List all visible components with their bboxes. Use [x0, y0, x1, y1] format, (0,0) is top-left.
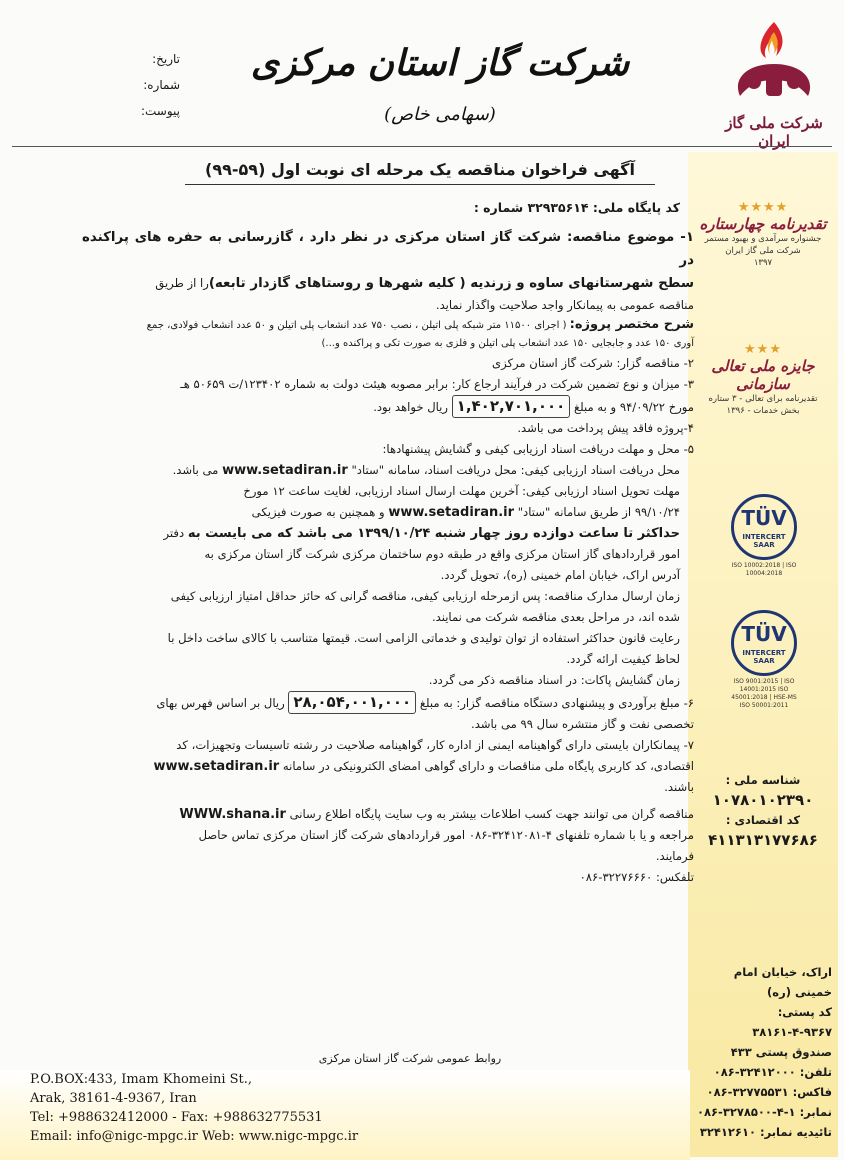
section-5d-line-1: رعایت قانون حداکثر استفاده از توان تولیدی و خدماتی الزامی است. قیمتها متناسب با کالای ساخت داخل با — [167, 631, 680, 645]
stars-icon: ★★★ — [744, 342, 782, 357]
tuv-logo-icon: TÜV INTERCERT SAAR — [731, 610, 797, 676]
section-5: ۵- محل و مهلت دریافت اسناد ارزیابی کیفی و گشایش پیشنهادها: — [382, 442, 694, 456]
iso-standards: ISO 9001:2015 | ISO 14001:2015 ISO 45001:2018 | HSE-MS ISO 50001:2011 — [731, 678, 797, 709]
section-5b-line-1: مهلت تحویل اسناد ارزیابی کیفی: آخرین مهلت ارسال اسناد ارزیابی، لغایت ساعت ۱۲ مورخ — [243, 484, 680, 498]
scope-label: شرح مختصر پروژه: — [569, 317, 694, 332]
nigc-logo — [718, 18, 830, 150]
section-6-line-2: تخصصی نفت و گاز منتشره سال ۹۹ می باشد. — [471, 717, 694, 731]
meta-number: شماره: — [143, 78, 180, 92]
badge-four-star — [696, 200, 830, 269]
badge-title: جایزه ملی تعالی سازمانی — [711, 357, 815, 393]
scope-line-1: شرح مختصر پروژه: ( اجرای ۱۱۵۰۰ متر شبکه پلی اتیلن ، نصب ۷۵۰ عدد انشعاب پلی اتیلن و ۵۰ عدد انشعاب فولادی، جمع — [146, 317, 694, 332]
letter-meta — [80, 46, 180, 124]
fax-line: تلفکس: ۳۲۲۷۶۶۶۰-۰۸۶ — [579, 870, 694, 884]
meta-date: تاریخ: — [152, 52, 180, 66]
section-5b-line-3: حداکثر تا ساعت دوازده روز چهار شنبه ۱۳۹۹/۱۰/۲۴ می باشد که می بایست به دفتر — [163, 526, 680, 541]
info-line-2: مراجعه و یا با شماره تلفنهای ۴-۳۲۴۱۲۰۸۱-۰۸۶ امور قراردادهای شرکت گاز استان مرکزی تماس حاصل — [198, 828, 694, 842]
economic-code: ۴۱۱۳۱۳۱۷۷۶۸۶ — [708, 831, 818, 849]
setad-link[interactable]: www.setadiran.ir — [153, 759, 280, 774]
company-type: (سهامی خاص) — [384, 104, 496, 125]
tuv-logo-icon: TÜV INTERCERT SAAR — [731, 494, 797, 560]
section-1-line-2: سطح شهرستانهای ساوه و زرندیه ( کلیه شهرها و روستاهای گازدار تابعه)را از طریق — [155, 276, 694, 291]
scope-line-2: آوری ۱۵۰ عدد و جابجایی ۱۵۰ عدد انشعاب پلی اتیلن و فلزی به صورت تکی و پراکنده و...) — [321, 338, 694, 349]
badge-year: ۱۳۹۷ — [753, 258, 773, 268]
footer-line-4: Email: info@nigc-mpgc.ir Web: www.nigc-mpgc.ir — [30, 1129, 359, 1144]
section-3-line-1: ۳- میزان و نوع تضمین شرکت در فرآیند ارجاع کار: برابر مصوبه هیئت دولت به شماره ۱۲۳۴۰۲/ت ۵۰۶۵۹ هـ — [180, 377, 694, 391]
address: اراک، خیابان امام خمینی (ره) — [733, 965, 832, 999]
section-6-line-1: ۶- مبلغ برآوردی و پیشنهادی دستگاه مناقصه گزار: به مبلغ ۲۸,۰۵۴,۰۰۱,۰۰۰ ریال بر اساس فهرس بهای — [82, 691, 694, 714]
section-7-line-1: ۷- پیمانکاران بایستی دارای گواهینامه ایمنی از اداره کار، گواهینامه صلاحیت در رشته تاسیسات وتجهیزات، کد — [176, 738, 694, 752]
fax: فاکس: ۳۲۷۷۵۵۳۱-۰۸۶ — [706, 1085, 832, 1099]
header-divider — [12, 146, 832, 147]
info-line-3: فرمایند. — [655, 849, 694, 863]
stars-icon: ★★★★ — [737, 200, 789, 215]
section-5b-line-5: آدرس اراک، خیابان امام خمینی (ره)، تحویل گردد. — [440, 568, 680, 582]
footer-line-1: P.O.BOX:433, Imam Khomeini St., — [30, 1072, 253, 1087]
section-5e: زمان گشایش پاکات: در اسناد مناقصه ذکر می گردد. — [428, 673, 680, 687]
section-5b-line-2: ۹۹/۱۰/۲۴ از طریق سامانه "ستاد" www.setadiran.ir و همچنین به صورت فیزیکی — [251, 505, 680, 520]
guarantee-amount: ۱,۴۰۲,۷۰۱,۰۰۰ — [452, 395, 571, 418]
badge-line: تقدیرنامه برای تعالی - ۳ ستاره — [708, 394, 818, 404]
national-id-label: شناسه ملی : — [725, 773, 801, 787]
footer-line-3: Tel: +988632412000 - Fax: +988632775531 — [30, 1110, 323, 1125]
namabar-confirm: تائیدیه نمابر: ۳۲۴۱۲۶۱۰ — [699, 1125, 832, 1139]
letterhead — [0, 0, 844, 148]
badge-excellence — [696, 342, 830, 417]
section-7-line-2: اقتصادی، کد کاربری پایگاه ملی مناقصات و دارای گواهی امضای الکترونیکی در سامانه www.setadiran.ir — [153, 759, 694, 774]
meta-attachment: پیوست: — [140, 104, 180, 118]
badge-line: جشنواره سرآمدی و بهبود مستمر شرکت ملی گاز ایران — [704, 234, 822, 256]
contact-block — [694, 962, 832, 1142]
flame-logo-icon — [726, 18, 822, 108]
section-5c-line-2: شده اند، در مراحل بعدی مناقصه شرکت می نمایند. — [431, 610, 680, 624]
section-5b-line-4: امور قراردادهای گاز استان مرکزی واقع در طبقه دوم ساختمان مرکزی شرکت گاز استان مرکزی به — [204, 547, 680, 561]
section-5a: محل دریافت اسناد ارزیابی کیفی: محل دریافت اسناد، سامانه "ستاد" www.setadiran.ir می باشد. — [172, 463, 680, 478]
title-underline — [185, 184, 655, 185]
company-ids — [694, 770, 832, 850]
tuv-cert-1 — [728, 494, 800, 578]
badge-line: بخش خدمات - ۱۳۹۶ — [726, 406, 800, 416]
po-box: صندوق پستی ۴۳۳ — [730, 1045, 832, 1059]
section-4: ۴-پروژه فاقد پیش پرداخت می باشد. — [517, 421, 694, 435]
info-line-1: مناقصه گران می توانند جهت کسب اطلاعات بیشتر به وب سایت پایگاه اطلاع رسانی WWW.shana.ir — [179, 807, 694, 822]
postal-code: کد پستی: ۹۳۶۷-۴-۳۸۱۶۱ — [752, 1005, 832, 1039]
footer-line-2: Arak, 38161-4-9367, Iran — [30, 1091, 197, 1106]
tuv-cert-2 — [728, 610, 800, 710]
section-1-line-3: مناقصه عمومی به پیمانکار واجد صلاحیت واگذار نماید. — [435, 298, 694, 312]
setad-link[interactable]: www.setadiran.ir — [388, 505, 515, 520]
section-3-line-2: مورخ ۹۴/۰۹/۲۲ و به مبلغ ۱,۴۰۲,۷۰۱,۰۰۰ ریال خواهد بود. — [82, 395, 694, 418]
section-5c-line-1: زمان ارسال مدارک مناقصه: پس ازمرحله ارزیابی کیفی، مناقصه گرانی که حائز حداقل امتیاز ارزیابی کیفی — [170, 589, 680, 603]
national-code-line: کد پایگاه ملی: ۳۲۹۳۵۶۱۴ شماره : — [473, 200, 680, 215]
setad-link[interactable]: www.setadiran.ir — [222, 463, 348, 478]
economic-code-label: کد اقتصادی : — [725, 813, 801, 827]
national-id: ۱۰۷۸۰۱۰۲۳۹۰ — [712, 791, 814, 809]
section-1-line-1: ۱- موضوع مناقصه: شرکت گاز استان مرکزی در نظر دارد ، گازرسانی به حفره های پراکنده در — [82, 230, 694, 268]
notice-body — [82, 226, 694, 888]
public-relations: روابط عمومی شرکت گاز استان مرکزی — [318, 1052, 502, 1065]
namabar: نمابر: ۱-۴-۳۲۷۸۵۰۰-۰۸۶ — [696, 1105, 832, 1119]
section-7-line-3: باشند. — [664, 780, 694, 794]
sidebar — [688, 152, 838, 1157]
notice-title: آگهی فراخوان مناقصه یک مرحله ای نوبت اول (۵۹-۹۹) — [205, 160, 635, 179]
logo-caption: شرکت ملی گاز ایران — [725, 114, 823, 150]
footer-address — [30, 1070, 490, 1146]
deadline-bold: حداکثر تا ساعت دوازده روز چهار شنبه ۱۳۹۹/۱۰/۲۴ می باشد که می بایست به — [187, 526, 680, 541]
badge-title: تقدیرنامه چهارستاره — [699, 215, 827, 233]
section-2: ۲- مناقصه گزار: شرکت گاز استان مرکزی — [492, 356, 694, 370]
company-name: شرکت گاز استان مرکزی — [250, 42, 630, 84]
estimate-amount: ۲۸,۰۵۴,۰۰۱,۰۰۰ — [288, 691, 416, 714]
phone: تلفن: ۳۲۴۱۲۰۰۰-۰۸۶ — [713, 1065, 832, 1079]
iso-standards: ISO 10002:2018 | ISO 10004:2018 — [731, 562, 797, 577]
shana-link[interactable]: WWW.shana.ir — [179, 807, 286, 822]
section-5d-line-2: لحاظ کیفیت ارائه گردد. — [566, 652, 680, 666]
